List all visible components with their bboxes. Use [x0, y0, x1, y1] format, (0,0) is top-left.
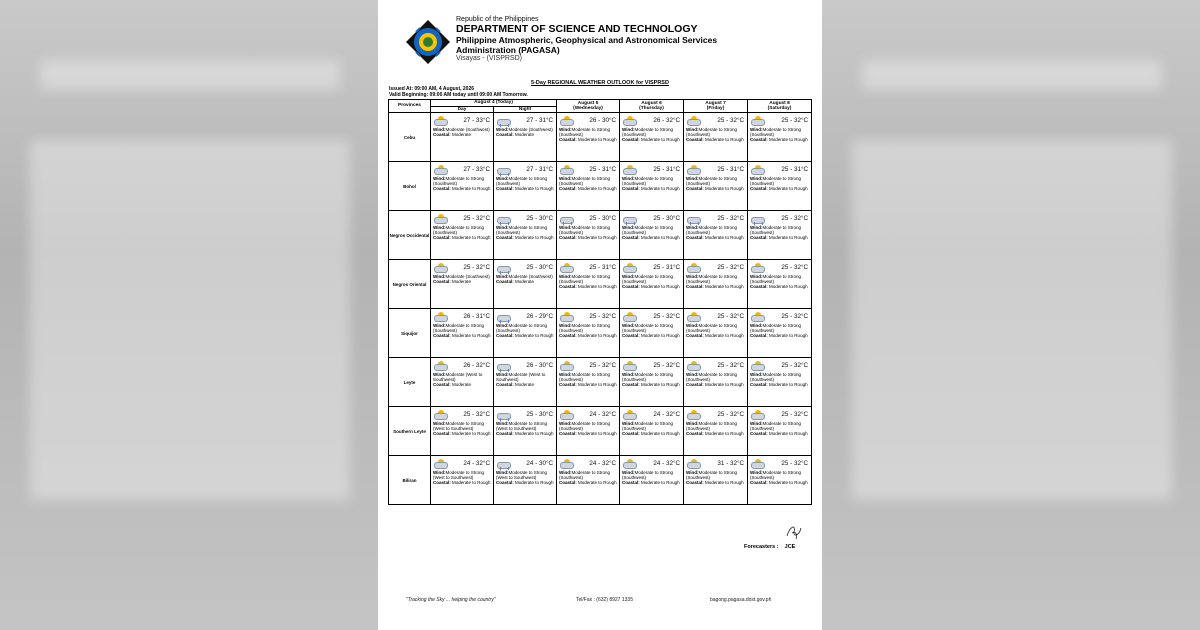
forecast-cell	[494, 113, 557, 162]
partly-cloudy-icon	[686, 361, 702, 371]
coastal-info: Coastal: Moderate to Rough	[750, 382, 808, 387]
wind-info: Wind:Moderate to Strong (Southwest)	[559, 176, 611, 186]
temperature-range: 25 - 31°C	[589, 264, 617, 271]
temperature-range: 27 - 33°C	[463, 166, 490, 173]
coastal-info: Coastal: Moderate to Rough	[496, 431, 554, 436]
wind-info: Wind:Moderate to Strong (Southwest)	[496, 323, 547, 333]
coastal-info: Coastal: Moderate to Rough	[622, 284, 680, 289]
coastal-info: Coastal: Moderate to Rough	[496, 480, 554, 485]
province-name: Negros Oriental	[389, 260, 431, 309]
partly-cloudy-icon	[750, 165, 766, 175]
forecast-cell	[431, 309, 494, 358]
forecast-cell	[620, 309, 684, 358]
day-header-2: August 6 (Thursday)	[620, 100, 684, 113]
department-name: DEPARTMENT OF SCIENCE AND TECHNOLOGY	[456, 23, 698, 35]
wind-info: Wind:Moderate to Strong (Southwest)	[433, 225, 484, 235]
wind-info: Wind:Moderate (West to Southwest)	[496, 372, 546, 382]
partly-cloudy-icon	[686, 312, 702, 322]
wind-info: Wind:Moderate to Strong (Southwest)	[433, 176, 484, 186]
temperature-range: 25 - 32°C	[463, 264, 490, 271]
coastal-info: Coastal: Moderate to Rough	[622, 382, 680, 387]
wind-info: Wind:Moderate to Strong (Southwest)	[686, 323, 738, 333]
partly-cloudy-icon	[622, 263, 638, 273]
forecast-cell	[494, 309, 557, 358]
today-header: August 4 (Today)	[431, 100, 557, 107]
forecast-cell	[494, 358, 557, 407]
footer-website: bagong.pagasa.dost.gov.ph	[710, 597, 772, 603]
wind-info: Wind:Moderate to Strong (Southwest)	[496, 225, 547, 235]
cloudy-rain-icon	[496, 214, 512, 224]
forecast-cell	[557, 162, 620, 211]
coastal-info: Coastal: Moderate to Rough	[750, 284, 808, 289]
today-night-header: Night	[494, 106, 557, 113]
forecasters-line: Forecasters : JCE	[744, 544, 796, 550]
forecast-cell	[748, 358, 812, 407]
footer-tagline: "Tracking the Sky ... helping the country"	[406, 597, 496, 603]
temperature-range: 26 - 30°C	[589, 117, 617, 124]
temperature-range: 31 - 32°C	[717, 460, 745, 467]
forecast-cell	[684, 309, 748, 358]
issued-at: Issued At: 09:00 AM, 4 August, 2026	[389, 86, 475, 92]
temperature-range: 25 - 30°C	[526, 411, 554, 418]
province-row	[389, 162, 812, 211]
republic-line: Republic of the Philippines	[456, 16, 539, 23]
partly-cloudy-icon	[686, 165, 702, 175]
wind-info: Wind:Moderate to Strong (Southwest)	[622, 274, 674, 284]
temperature-range: 24 - 32°C	[463, 460, 490, 467]
forecast-cell	[557, 113, 620, 162]
forecast-cell	[620, 407, 684, 456]
agency-name-line2: Administration (PAGASA)	[456, 45, 560, 55]
forecast-cell	[557, 358, 620, 407]
coastal-info: Coastal: Moderate to Rough	[622, 137, 680, 142]
partly-cloudy-icon	[433, 459, 449, 469]
partly-cloudy-icon	[433, 410, 449, 420]
cloudy-rain-icon	[750, 214, 766, 224]
coastal-info: Coastal: Moderate to Rough	[496, 235, 554, 240]
outlook-body	[389, 113, 812, 505]
forecast-cell	[431, 456, 494, 505]
coastal-info: Coastal: Moderate to Rough	[686, 480, 744, 485]
wind-info: Wind:Moderate to Strong (Southwest)	[686, 225, 738, 235]
province-row	[389, 211, 812, 260]
temperature-range: 25 - 32°C	[717, 117, 745, 124]
forecast-cell	[684, 162, 748, 211]
coastal-info: Coastal: Moderate	[496, 382, 535, 387]
wind-info: Wind:Moderate (Southwest)	[496, 127, 553, 132]
wind-info: Wind:Moderate (Southwest)	[433, 274, 490, 279]
temperature-range: 24 - 30°C	[526, 460, 554, 467]
partly-cloudy-icon	[622, 361, 638, 371]
temperature-range: 25 - 32°C	[781, 117, 809, 124]
temperature-range: 25 - 32°C	[781, 460, 809, 467]
forecast-cell	[557, 407, 620, 456]
wind-info: Wind:Moderate to Strong (Southwest)	[686, 470, 738, 480]
partly-cloudy-icon	[686, 263, 702, 273]
partly-cloudy-icon	[686, 410, 702, 420]
forecast-cell	[748, 162, 812, 211]
partly-cloudy-icon	[622, 459, 638, 469]
temperature-range: 25 - 32°C	[781, 362, 809, 369]
wind-info: Wind:Moderate to Strong (Southwest)	[686, 176, 738, 186]
forecast-cell	[557, 260, 620, 309]
temperature-range: 27 - 33°C	[463, 117, 490, 124]
partly-cloudy-icon	[622, 410, 638, 420]
coastal-info: Coastal: Moderate to Rough	[750, 186, 808, 191]
wind-info: Wind:Moderate to Strong (Southwest)	[559, 225, 611, 235]
coastal-info: Coastal: Moderate to Rough	[433, 333, 491, 338]
coastal-info: Coastal: Moderate to Rough	[622, 431, 680, 436]
day-header-1: August 5 (Wednesday)	[557, 100, 620, 113]
forecast-cell	[684, 456, 748, 505]
coastal-info: Coastal: Moderate to Rough	[433, 480, 491, 485]
forecast-cell	[431, 407, 494, 456]
wind-info: Wind:Moderate to Strong (Southwest)	[686, 421, 738, 431]
coastal-info: Coastal: Moderate to Rough	[433, 431, 491, 436]
province-name: Biliran	[389, 456, 431, 505]
wind-info: Wind:Moderate to Strong (Southwest)	[622, 176, 674, 186]
wind-info: Wind:Moderate to Strong (West to Southwest)	[433, 470, 484, 480]
temperature-range: 25 - 31°C	[653, 166, 681, 173]
coastal-info: Coastal: Moderate	[433, 279, 472, 284]
coastal-info: Coastal: Moderate to Rough	[750, 431, 808, 436]
coastal-info: Coastal: Moderate to Rough	[433, 235, 491, 240]
pagasa-logo-icon	[406, 20, 450, 64]
document-page	[378, 0, 822, 630]
issue-info	[389, 86, 528, 98]
forecast-cell	[494, 260, 557, 309]
forecast-cell	[494, 162, 557, 211]
forecast-cell	[494, 407, 557, 456]
wind-info: Wind:Moderate to Strong (Southwest)	[750, 372, 802, 382]
wind-info: Wind:Moderate to Strong (Southwest)	[750, 421, 802, 431]
forecast-cell	[557, 456, 620, 505]
wind-info: Wind:Moderate to Strong (Southwest)	[750, 274, 802, 284]
agency-name-line1: Philippine Atmospheric, Geophysical and Astronomical Services	[456, 35, 718, 45]
forecast-cell	[431, 358, 494, 407]
wind-info: Wind:Moderate to Strong (Southwest)	[622, 323, 674, 333]
partly-cloudy-icon	[750, 410, 766, 420]
partly-cloudy-icon	[559, 361, 575, 371]
forecast-cell	[620, 456, 684, 505]
cloudy-rain-icon	[496, 459, 512, 469]
wind-info: Wind:Moderate to Strong (Southwest)	[496, 176, 547, 186]
partly-cloudy-icon	[622, 116, 638, 126]
province-row	[389, 407, 812, 456]
wind-info: Wind:Moderate to Strong (Southwest)	[559, 274, 611, 284]
partly-cloudy-icon	[433, 214, 449, 224]
coastal-info: Coastal: Moderate to Rough	[686, 284, 744, 289]
forecast-cell	[684, 407, 748, 456]
region-line: Visayas - (VISPRSD)	[456, 55, 522, 62]
temperature-range: 25 - 32°C	[653, 313, 681, 320]
wind-info: Wind:Moderate to Strong (West to Southwest)	[496, 421, 547, 431]
cloudy-rain-icon	[496, 410, 512, 420]
coastal-info: Coastal: Moderate to Rough	[559, 333, 617, 338]
wind-info: Wind:Moderate to Strong (Southwest)	[750, 225, 802, 235]
temperature-range: 26 - 32°C	[463, 362, 490, 369]
coastal-info: Coastal: Moderate to Rough	[496, 186, 554, 191]
temperature-range: 25 - 32°C	[717, 411, 745, 418]
temperature-range: 26 - 30°C	[526, 362, 554, 369]
province-name: Negros Occidental	[389, 211, 431, 260]
cloudy-rain-icon	[496, 116, 512, 126]
partly-cloudy-icon	[750, 459, 766, 469]
wind-info: Wind:Moderate to Strong (Southwest)	[750, 176, 802, 186]
temperature-range: 25 - 32°C	[717, 313, 745, 320]
cloudy-rain-icon	[496, 165, 512, 175]
forecast-cell	[620, 211, 684, 260]
temperature-range: 26 - 29°C	[526, 313, 554, 320]
coastal-info: Coastal: Moderate to Rough	[686, 235, 744, 240]
coastal-info: Coastal: Moderate to Rough	[559, 480, 617, 485]
wind-info: Wind:Moderate to Strong (Southwest)	[622, 225, 674, 235]
temperature-range: 25 - 31°C	[781, 166, 809, 173]
coastal-info: Coastal: Moderate to Rough	[433, 186, 491, 191]
province-row	[389, 260, 812, 309]
province-row	[389, 358, 812, 407]
letterhead	[402, 14, 802, 74]
partly-cloudy-icon	[686, 116, 702, 126]
temperature-range: 25 - 30°C	[526, 264, 554, 271]
today-day-header: Day	[431, 106, 494, 113]
cloudy-rain-icon	[559, 214, 575, 224]
wind-info: Wind:Moderate to Strong (Southwest)	[559, 127, 611, 137]
cloudy-rain-icon	[686, 214, 702, 224]
temperature-range: 25 - 32°C	[781, 313, 809, 320]
forecast-cell	[431, 162, 494, 211]
coastal-info: Coastal: Moderate to Rough	[686, 137, 744, 142]
temperature-range: 25 - 30°C	[526, 215, 554, 222]
temperature-range: 24 - 32°C	[653, 411, 681, 418]
coastal-info: Coastal: Moderate to Rough	[559, 382, 617, 387]
coastal-info: Coastal: Moderate to Rough	[750, 137, 808, 142]
partly-cloudy-icon	[559, 459, 575, 469]
cloudy-rain-icon	[622, 214, 638, 224]
wind-info: Wind:Moderate to Strong (Southwest)	[686, 274, 738, 284]
coastal-info: Coastal: Moderate	[496, 132, 535, 137]
temperature-range: 24 - 32°C	[589, 460, 617, 467]
coastal-info: Coastal: Moderate to Rough	[686, 431, 744, 436]
temperature-range: 25 - 32°C	[781, 264, 809, 271]
wind-info: Wind:Moderate to Strong (Southwest)	[622, 127, 674, 137]
wind-info: Wind:Moderate to Strong (Southwest)	[622, 372, 674, 382]
wind-info: Wind:Moderate (Southwest)	[433, 127, 490, 132]
wind-info: Wind:Moderate to Strong (Southwest)	[433, 323, 484, 333]
temperature-range: 25 - 31°C	[717, 166, 745, 173]
coastal-info: Coastal: Moderate to Rough	[686, 186, 744, 191]
coastal-info: Coastal: Moderate to Rough	[750, 480, 808, 485]
forecast-cell	[620, 260, 684, 309]
coastal-info: Coastal: Moderate to Rough	[686, 333, 744, 338]
province-name: Siquijor	[389, 309, 431, 358]
day-header-4: August 8 (Saturday)	[748, 100, 812, 113]
coastal-info: Coastal: Moderate to Rough	[559, 186, 617, 191]
coastal-info: Coastal: Moderate to Rough	[559, 284, 617, 289]
coastal-info: Coastal: Moderate	[433, 382, 472, 387]
partly-cloudy-icon	[433, 361, 449, 371]
forecast-cell	[748, 407, 812, 456]
temperature-range: 25 - 32°C	[463, 215, 490, 222]
background-left	[0, 0, 378, 630]
coastal-info: Coastal: Moderate to Rough	[559, 137, 617, 142]
wind-info: Wind:Moderate to Strong (Southwest)	[750, 127, 802, 137]
wind-info: Wind:Moderate to Strong (Southwest)	[559, 372, 611, 382]
temperature-range: 27 - 31°C	[526, 166, 554, 173]
letterhead-text	[456, 16, 717, 62]
temperature-range: 24 - 32°C	[589, 411, 617, 418]
temperature-range: 25 - 32°C	[653, 362, 681, 369]
wind-info: Wind:Moderate to Strong (Southwest)	[559, 470, 611, 480]
partly-cloudy-icon	[559, 312, 575, 322]
forecast-cell	[748, 260, 812, 309]
cloudy-rain-icon	[496, 312, 512, 322]
wind-info: Wind:Moderate (Southwest)	[496, 274, 553, 279]
province-name: Leyte	[389, 358, 431, 407]
partly-cloudy-icon	[433, 263, 449, 273]
temperature-range: 25 - 32°C	[589, 313, 617, 320]
partly-cloudy-icon	[750, 263, 766, 273]
wind-info: Wind:Moderate to Strong (Southwest)	[622, 421, 674, 431]
valid-beginning: Valid Beginning: 09:00 AM today until 09:00 AM Tomorrow.	[389, 92, 528, 98]
coastal-info: Coastal: Moderate to Rough	[750, 333, 808, 338]
wind-info: Wind:Moderate to Strong (Southwest)	[559, 323, 611, 333]
partly-cloudy-icon	[559, 263, 575, 273]
forecast-cell	[557, 309, 620, 358]
temperature-range: 25 - 32°C	[717, 264, 745, 271]
wind-info: Wind:Moderate to Strong (Southwest)	[750, 470, 802, 480]
partly-cloudy-icon	[750, 116, 766, 126]
wind-info: Wind:Moderate to Strong (Southwest)	[559, 421, 611, 431]
province-name: Southern Leyte	[389, 407, 431, 456]
temperature-range: 25 - 31°C	[653, 264, 681, 271]
province-row	[389, 456, 812, 505]
cloudy-rain-icon	[496, 263, 512, 273]
provinces-header: Provinces	[389, 100, 431, 113]
forecast-cell	[620, 162, 684, 211]
temperature-range: 25 - 31°C	[589, 166, 617, 173]
temperature-range: 25 - 32°C	[717, 215, 745, 222]
partly-cloudy-icon	[433, 165, 449, 175]
partly-cloudy-icon	[622, 312, 638, 322]
forecast-cell	[620, 358, 684, 407]
temperature-range: 25 - 32°C	[781, 215, 809, 222]
temperature-range: 25 - 32°C	[589, 362, 617, 369]
coastal-info: Coastal: Moderate to Rough	[496, 333, 554, 338]
footer-telfax: Tel/Fax : (632) 8927 1335	[576, 597, 633, 603]
temperature-range: 25 - 32°C	[781, 411, 809, 418]
forecast-cell	[431, 113, 494, 162]
coastal-info: Coastal: Moderate to Rough	[622, 333, 680, 338]
temperature-range: 27 - 31°C	[526, 117, 554, 124]
coastal-info: Coastal: Moderate to Rough	[622, 186, 680, 191]
forecast-cell	[431, 211, 494, 260]
province-name: Bohol	[389, 162, 431, 211]
coastal-info: Coastal: Moderate to Rough	[559, 235, 617, 240]
coastal-info: Coastal: Moderate to Rough	[622, 480, 680, 485]
coastal-info: Coastal: Moderate	[496, 279, 535, 284]
forecast-cell	[684, 211, 748, 260]
forecast-cell	[684, 260, 748, 309]
coastal-info: Coastal: Moderate to Rough	[750, 235, 808, 240]
forecast-cell	[557, 211, 620, 260]
forecast-cell	[748, 211, 812, 260]
day-header-3: August 7 (Friday)	[684, 100, 748, 113]
document-title: 5-Day REGIONAL WEATHER OUTLOOK for VISPRSD	[531, 80, 669, 86]
cloudy-rain-icon	[496, 361, 512, 371]
partly-cloudy-icon	[750, 361, 766, 371]
province-row	[389, 113, 812, 162]
temperature-range: 26 - 32°C	[653, 117, 681, 124]
partly-cloudy-icon	[750, 312, 766, 322]
temperature-range: 25 - 32°C	[463, 411, 490, 418]
wind-info: Wind:Moderate (West to Southwest)	[433, 372, 483, 382]
wind-info: Wind:Moderate to Strong (Southwest)	[686, 372, 738, 382]
partly-cloudy-icon	[433, 312, 449, 322]
forecast-cell	[431, 260, 494, 309]
partly-cloudy-icon	[559, 116, 575, 126]
coastal-info: Coastal: Moderate to Rough	[559, 431, 617, 436]
wind-info: Wind:Moderate to Strong (Southwest)	[686, 127, 738, 137]
temperature-range: 25 - 32°C	[717, 362, 745, 369]
temperature-range: 24 - 32°C	[653, 460, 681, 467]
coastal-info: Coastal: Moderate to Rough	[686, 382, 744, 387]
forecast-cell	[684, 358, 748, 407]
partly-cloudy-icon	[686, 459, 702, 469]
coastal-info: Coastal: Moderate	[433, 132, 472, 137]
partly-cloudy-icon	[559, 165, 575, 175]
forecast-cell	[620, 113, 684, 162]
wind-info: Wind:Moderate to Strong (Southwest)	[622, 470, 674, 480]
forecast-cell	[748, 113, 812, 162]
coastal-info: Coastal: Moderate to Rough	[622, 235, 680, 240]
temperature-range: 26 - 31°C	[463, 313, 490, 320]
forecast-cell	[748, 456, 812, 505]
partly-cloudy-icon	[559, 410, 575, 420]
province-row	[389, 309, 812, 358]
province-name: Cebu	[389, 113, 431, 162]
wind-info: Wind:Moderate to Strong (West to Southwest)	[496, 470, 547, 480]
background-right	[822, 0, 1200, 630]
partly-cloudy-icon	[433, 116, 449, 126]
forecast-cell	[494, 211, 557, 260]
forecast-cell	[684, 113, 748, 162]
temperature-range: 25 - 30°C	[589, 215, 617, 222]
partly-cloudy-icon	[622, 165, 638, 175]
forecast-cell	[494, 456, 557, 505]
temperature-range: 25 - 30°C	[653, 215, 681, 222]
signature-icon	[784, 522, 804, 542]
forecast-cell	[748, 309, 812, 358]
wind-info: Wind:Moderate to Strong (Southwest)	[750, 323, 802, 333]
weather-outlook-table	[388, 99, 812, 505]
wind-info: Wind:Moderate to Strong (West to Southwest)	[433, 421, 484, 431]
